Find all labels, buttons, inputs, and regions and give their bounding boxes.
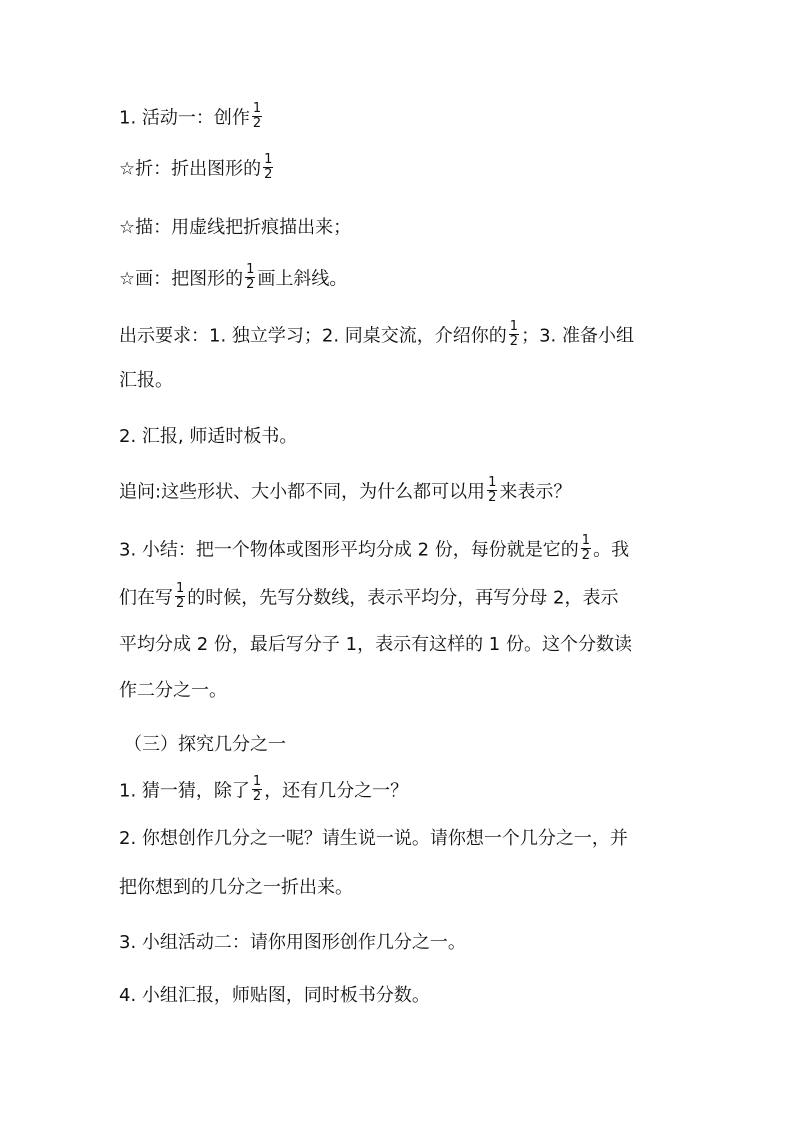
summary-line-2: 们在写 $\frac{1}{2}$ 的时候，先写分数线，表示平均分，再写分母 2，表示 — [119, 581, 619, 611]
guess-line: 1. 猜一猜，除了 $\frac{1}{2}$ ，还有几分之一？ — [119, 774, 409, 804]
section-three-heading: （三）探究几分之一 — [124, 734, 286, 755]
fraction-one-half: $\frac{1}{2}$ — [246, 262, 255, 292]
fraction-one-half: $\frac{1}{2}$ — [488, 475, 497, 505]
summary-line-1: 3. 小结：把一个物体或图形平均分成 2 份，每份就是它的 $\frac{1}{2}$ 。我 — [119, 533, 630, 563]
fraction-one-half: $\frac{1}{2}$ — [176, 581, 185, 611]
requirements-line-cont: 汇报。 — [119, 370, 173, 391]
create-line-1: 2. 你想创作几分之一呢？请生说一说。请你想一个几分之一，并 — [119, 828, 628, 849]
fraction-one-half: $\frac{1}{2}$ — [581, 533, 591, 563]
draw-step: ☆画：把图形的 $\frac{1}{2}$ 画上斜线。 — [119, 262, 348, 292]
summary-line-3: 平均分成 2 份，最后写分子 1，表示有这样的 1 份。这个分数读 — [119, 634, 632, 655]
fraction-one-half: $\frac{1}{2}$ — [509, 319, 519, 349]
group-activity-two: 3. 小组活动二：请你用图形创作几分之一。 — [119, 932, 466, 953]
activity-one-heading: 1. 活动一：创作 $\frac{1}{2}$ — [119, 101, 262, 131]
trace-step: ☆描：用虚线把折痕描出来； — [119, 217, 352, 238]
fraction-one-half: $\frac{1}{2}$ — [264, 152, 273, 182]
group-report: 4. 小组汇报，师贴图，同时板书分数。 — [119, 985, 430, 1006]
requirements-line: 出示要求：1. 独立学习；2. 同桌交流，介绍你的 $\frac{1}{2}$ ；3. 准备小组 — [119, 319, 634, 349]
create-line-2: 把你想到的几分之一折出来。 — [119, 877, 353, 898]
report-heading: 2. 汇报, 师适时板书。 — [119, 426, 298, 447]
fraction-one-half: $\frac{1}{2}$ — [252, 774, 262, 804]
follow-up-question: 追问:这些形状、大小都不同，为什么都可以用 $\frac{1}{2}$ 来表示？ — [119, 475, 572, 505]
fold-step: ☆折：折出图形的 $\frac{1}{2}$ — [119, 152, 273, 182]
fraction-one-half: $\frac{1}{2}$ — [252, 101, 262, 131]
summary-line-4: 作二分之一。 — [119, 680, 227, 701]
